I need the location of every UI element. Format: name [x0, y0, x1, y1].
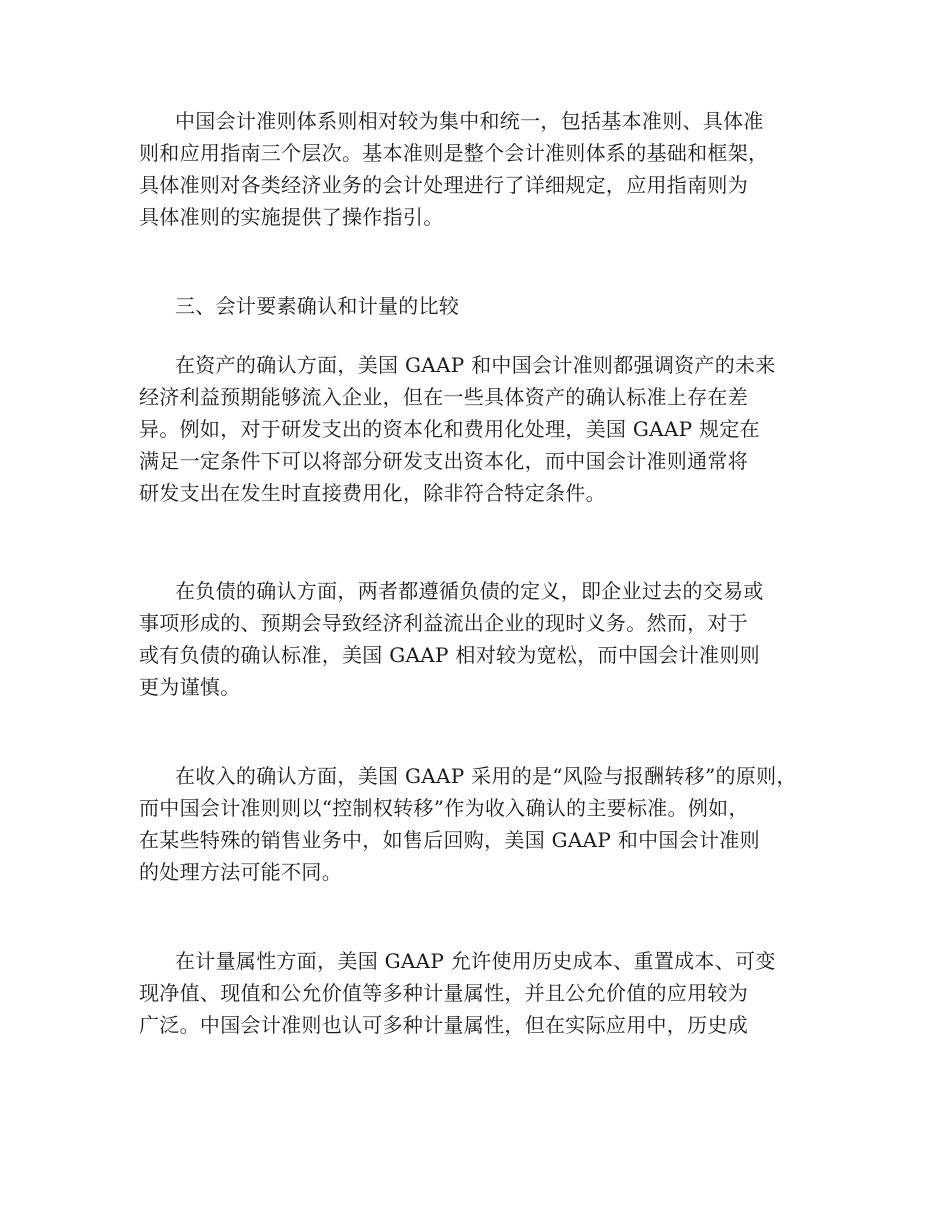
text-line: 更为谨慎。: [139, 675, 241, 699]
text-line: 在负债的确认方面，两者都遵循负债的定义，即企业过去的交易或: [175, 579, 764, 603]
text-line: 中国会计准则体系则相对较为集中和统一，包括基本准则、具体准: [175, 109, 764, 133]
text-line: 具体准则的实施提供了操作指引。: [139, 205, 444, 229]
text-line: 或有负债的确认标准，美国 GAAP 相对较为宽松，而中国会计准则则: [139, 643, 760, 667]
paragraph-asset-recognition: [139, 349, 829, 509]
text-line: 而中国会计准则则以“控制权转移”作为收入确认的主要标准。例如，: [139, 796, 749, 820]
section-heading-text: 三、会计要素确认和计量的比较: [175, 294, 460, 318]
text-line: 在某些特殊的销售业务中，如售后回购，美国 GAAP 和中国会计准则: [139, 828, 760, 852]
paragraph-standards-structure: [139, 105, 829, 233]
text-line: 在资产的确认方面，美国 GAAP 和中国会计准则都强调资产的未来: [175, 353, 776, 377]
text-line: 现净值、现值和公允价值等多种计量属性，并且公允价值的应用较为: [139, 981, 748, 1005]
text-line: 具体准则对各类经济业务的会计处理进行了详细规定，应用指南则为: [139, 173, 748, 197]
text-line: 则和应用指南三个层次。基本准则是整个会计准则体系的基础和框架，: [139, 141, 769, 165]
text-line: 广泛。中国会计准则也认可多种计量属性，但在实际应用中，历史成: [139, 1013, 748, 1037]
text-line: 经济利益预期能够流入企业，但在一些具体资产的确认标准上存在差: [139, 385, 748, 409]
text-line: 异。例如，对于研发支出的资本化和费用化处理，美国 GAAP 规定在: [139, 417, 760, 441]
paragraph-revenue-recognition: [139, 760, 829, 888]
text-line: 在计量属性方面，美国 GAAP 允许使用历史成本、重置成本、可变: [175, 949, 776, 973]
text-line: 在收入的确认方面，美国 GAAP 采用的是“风险与报酬转移”的原则，: [175, 764, 797, 788]
text-line: 事项形成的、预期会导致经济利益流出企业的现时义务。然而，对于: [139, 611, 748, 635]
text-line: 满足一定条件下可以将部分研发支出资本化，而中国会计准则通常将: [139, 449, 748, 473]
text-line: 研发支出在发生时直接费用化，除非符合特定条件。: [139, 481, 606, 505]
paragraph-measurement-attributes: [139, 945, 829, 1041]
paragraph-liability-recognition: [139, 575, 829, 703]
section-heading: [139, 290, 829, 322]
text-line: 的处理方法可能不同。: [139, 860, 342, 884]
